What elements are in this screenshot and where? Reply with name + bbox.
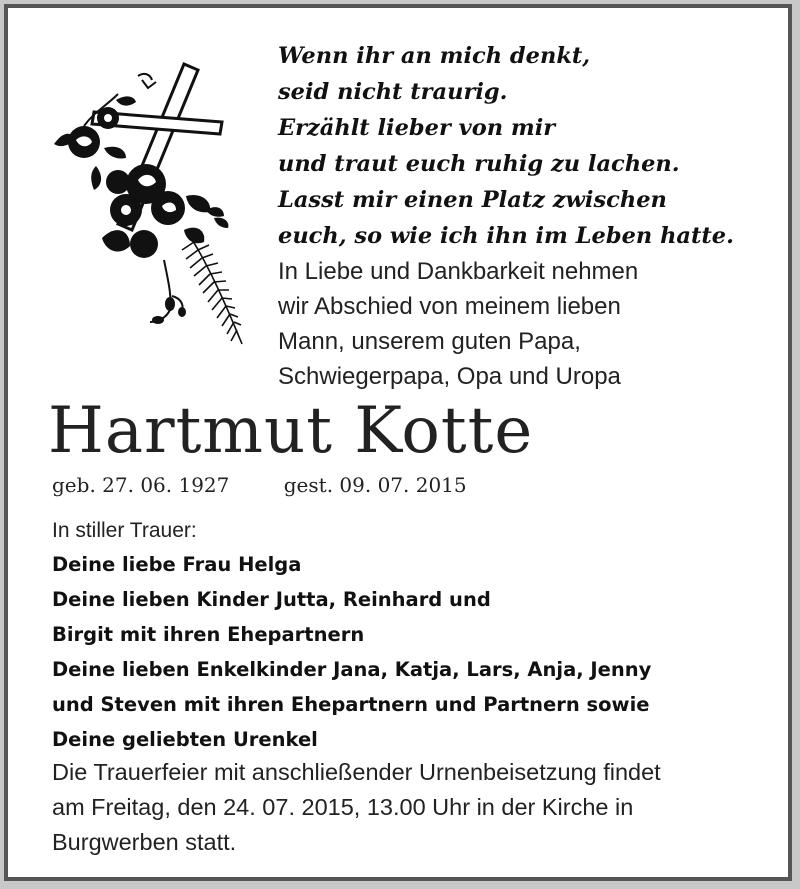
poem-line: und traut euch ruhig zu lachen. (278, 151, 680, 177)
poem-verse (278, 38, 778, 254)
mourner-line: und Steven mit ihren Ehepartnern und Partnern sowie (52, 693, 650, 716)
mourner-line: Deine geliebten Urenkel (52, 728, 318, 751)
intro-line: Schwiegerpapa, Opa und Uropa (278, 363, 621, 390)
cross-with-roses-icon (46, 60, 256, 352)
death-date: gest. 09. 07. 2015 (283, 473, 467, 497)
mourners-heading: In stiller Trauer: (52, 519, 197, 542)
mourner-line: Deine liebe Frau Helga (52, 553, 302, 576)
deceased-name: Hartmut Kotte (48, 394, 534, 468)
poem-line: Lasst mir einen Platz zwischen (278, 187, 667, 213)
life-dates (52, 470, 772, 500)
intro-line: Mann, unserem guten Papa, (278, 328, 581, 355)
service-notice (52, 755, 782, 860)
mourner-line: Deine lieben Enkelkinder Jana, Katja, Lars, Anja, Jenny (52, 658, 652, 681)
mourner-line: Deine lieben Kinder Jutta, Reinhard und (52, 588, 491, 611)
intro-line: wir Abschied von meinem lieben (278, 293, 621, 320)
mourner-line: Birgit mit ihren Ehepartnern (52, 623, 365, 646)
intro-line: In Liebe und Dankbarkeit nehmen (278, 258, 639, 285)
service-line: Die Trauerfeier mit anschließender Urnenbeisetzung findet (52, 759, 661, 785)
poem-line: Wenn ihr an mich denkt, (278, 43, 591, 69)
obituary-frame (4, 4, 792, 881)
mourners-list (52, 547, 782, 757)
poem-line: seid nicht traurig. (278, 79, 508, 105)
farewell-intro (278, 254, 778, 394)
birth-date: geb. 27. 06. 1927 (52, 473, 230, 497)
service-line: am Freitag, den 24. 07. 2015, 13.00 Uhr in der Kirche in (52, 794, 634, 820)
poem-line: euch, so wie ich ihn im Leben hatte. (278, 223, 734, 249)
service-line: Burgwerben statt. (52, 829, 237, 855)
poem-line: Erzählt lieber von mir (278, 115, 556, 141)
